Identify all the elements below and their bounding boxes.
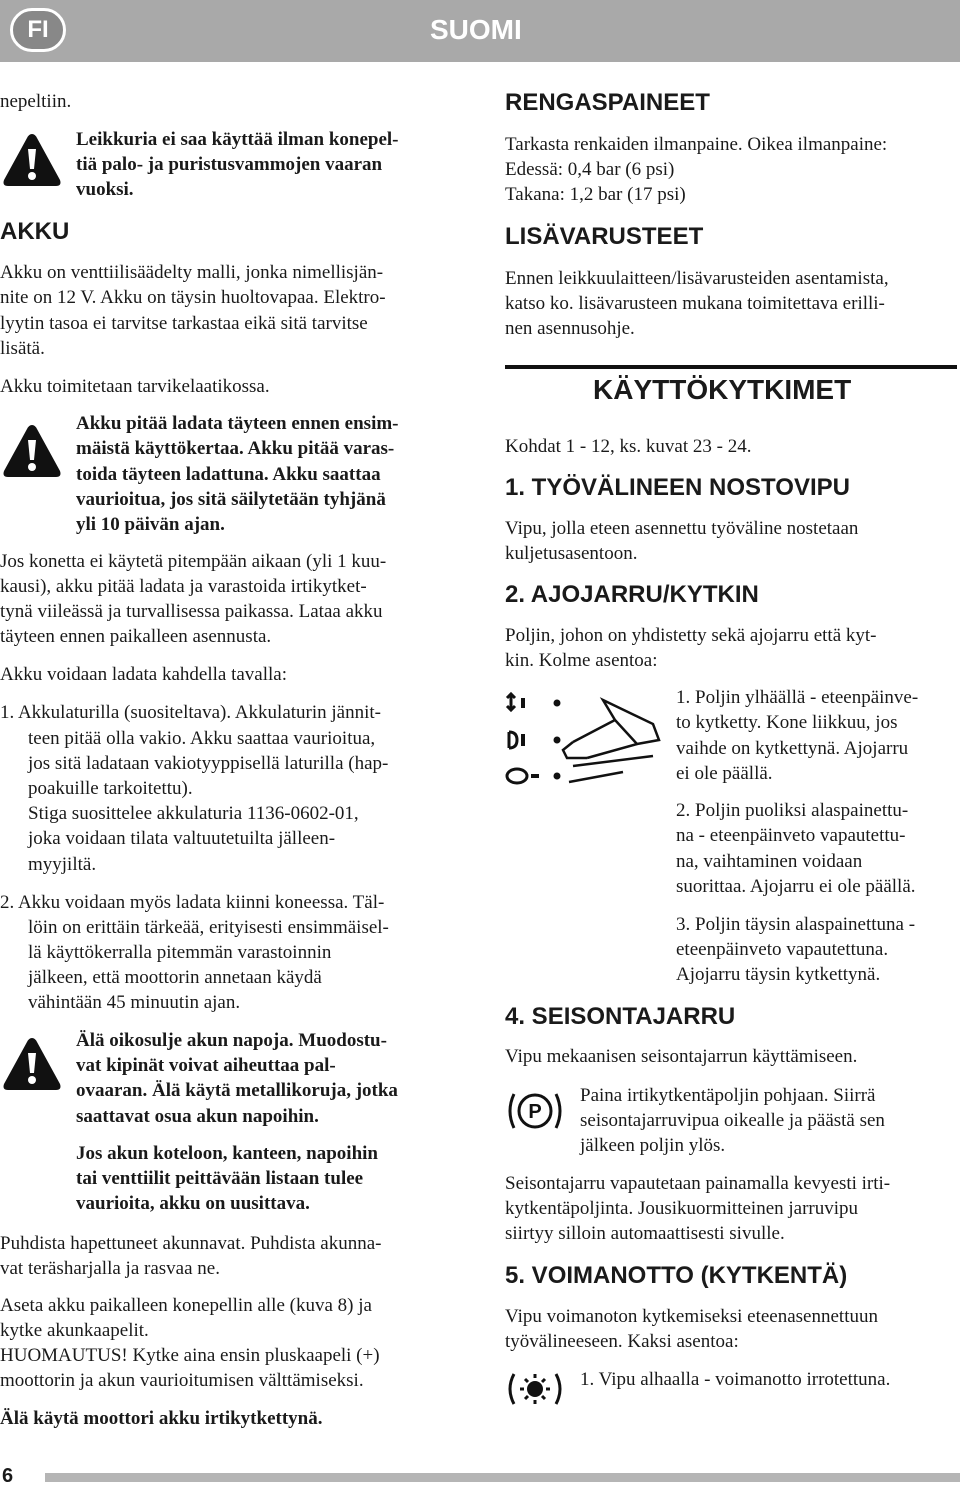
text-line: moottorin ja akun vaurioitumisen välttämiseksi. — [0, 1370, 364, 1391]
section-heading-kayttokytkimet: KÄYTTÖKYTKIMET — [593, 374, 852, 405]
text-line: nen asennusohje. — [505, 318, 635, 339]
section-heading-akku: AKKU — [0, 218, 70, 245]
pedal-position-text: ei ole päällä. — [676, 763, 773, 784]
text-line: Vipu voimanoton kytkemiseksi eteenasennettuun — [505, 1306, 878, 1327]
text-line: Akku voidaan ladata kahdella tavalla: — [0, 664, 287, 685]
warning-text: Akku pitää ladata täyteen ennen ensim- — [76, 413, 399, 434]
warning-text: yli 10 päivän ajan. — [76, 514, 225, 535]
warning-text: vuoksi. — [76, 179, 134, 200]
text-line: kytke akunkaapelit. — [0, 1320, 149, 1341]
warning-text: vat kipinät voivat aiheuttaa pal- — [76, 1055, 336, 1076]
warning-icon — [1, 131, 63, 189]
page-number: 6 — [2, 1465, 14, 1487]
pto-icon — [504, 1370, 566, 1408]
text-line: Ennen leikkuulaitteen/lisävarusteiden asentamista, — [505, 268, 889, 289]
warning-icon — [1, 1035, 63, 1093]
text-line: Tarkasta renkaiden ilmanpaine. Oikea ilmanpaine: — [505, 134, 888, 155]
text-line: HUOMAUTUS! Kytke aina ensin pluskaapeli (+) — [0, 1345, 380, 1366]
list-item-text: poakuille tarkoitettu). — [28, 778, 193, 799]
pedal-position-text: na - eteenpäinveto vapautettu- — [676, 825, 906, 846]
warning-text: Älä oikosulje akun napoja. Muodostu- — [76, 1030, 387, 1051]
list-item-text: 2. Akku voidaan myös ladata kiinni koneessa. Täl- — [0, 892, 385, 913]
text-line: 1. Vipu alhaalla - voimanotto irrotettuna. — [580, 1369, 891, 1390]
warning-text: Jos akun koteloon, kanteen, napoihin — [76, 1143, 378, 1164]
text-line: Kohdat 1 - 12, ks. kuvat 23 - 24. — [505, 436, 752, 457]
text-line: täyteen ennen paikalleen asennusta. — [0, 626, 272, 647]
warning-icon — [1, 422, 63, 480]
list-item-text: myyjiltä. — [28, 854, 97, 875]
warning-text: saattavat osua akun napoihin. — [76, 1106, 319, 1127]
warning-text: Leikkuria ei saa käyttää ilman konepel- — [76, 129, 399, 150]
subheading-seisontajarru: 4. SEISONTAJARRU — [505, 1003, 736, 1030]
pedal-position-text: suorittaa. Ajojarru ei ole päällä. — [676, 876, 916, 897]
list-item-text: lä käyttökerralla pitemmän varastoinnin — [28, 942, 332, 963]
warning-text: tiä palo- ja puristusvammojen vaaran — [76, 154, 383, 175]
text-line: Vipu mekaanisen seisontajarrun käyttämiseen. — [505, 1046, 858, 1067]
section-heading-lisavarusteet: LISÄVARUSTEET — [505, 223, 704, 250]
list-item-text: Stiga suosittelee akkulaturia 1136-0602-01, — [28, 803, 359, 824]
text-line: Jos konetta ei käytetä pitempään aikaan (yli 1 kuu- — [0, 551, 387, 572]
pedal-position-text: eteenpäinveto vapautettuna. — [676, 939, 889, 960]
list-item-text: 1. Akkulaturilla (suositeltava). Akkulaturin jännit- — [0, 702, 381, 723]
text-line: työvälineeseen. Kaksi asentoa: — [505, 1331, 739, 1352]
bold-note: Älä käytä moottori akku irtikytkettynä. — [0, 1408, 323, 1429]
text-line: katso ko. lisävarusteen mukana toimitettava erilli- — [505, 293, 885, 314]
list-item-text: joka voidaan tilata valtuutetuilta jälleen- — [28, 828, 336, 849]
text-line: Seisontajarru vapautetaan painamalla kevyesti irti- — [505, 1173, 891, 1194]
warning-text: vaurioita, akku on uusittava. — [76, 1193, 310, 1214]
list-item-text: teen pitää olla vakio. Akku saattaa vaurioitua, — [28, 728, 376, 749]
text-line: nite on 12 V. Akku on täysin huoltovapaa. Elektro- — [0, 287, 386, 308]
pedal-position-text: 3. Poljin täysin alaspainettuna - — [676, 914, 916, 935]
pedal-position-text: 1. Poljin ylhäällä - eteenpäinve- — [676, 687, 919, 708]
pedal-position-text: vaihde on kytkettynä. Ajojarru — [676, 738, 909, 759]
pedal-position-text: to kytketty. Kone liikkuu, jos — [676, 712, 898, 733]
warning-text: tai venttiilit peittävään listaan tulee — [76, 1168, 364, 1189]
text-line: tynä viileässä ja turvallisessa paikassa. Lataa akku — [0, 601, 383, 622]
text-line: Akku on venttiilisäädelty malli, jonka nimellisjän- — [0, 262, 384, 283]
section-rule — [505, 365, 957, 369]
subheading-ajojarru: 2. AJOJARRU/KYTKIN — [505, 581, 759, 608]
text-line: Takana: 1,2 bar (17 psi) — [505, 184, 686, 205]
language-badge: FI — [10, 8, 66, 52]
warning-text: toida täyteen ladattuna. Akku saattaa — [76, 464, 381, 485]
list-item-text: jälkeen, että moottorin annetaan käydä — [28, 967, 322, 988]
text-line: kuljetusasentoon. — [505, 543, 638, 564]
text-line: vat teräsharjalla ja rasvaa ne. — [0, 1258, 220, 1279]
text-line: jälkeen poljin ylös. — [580, 1135, 726, 1156]
text-line: Puhdista hapettuneet akunnavat. Puhdista akunna- — [0, 1233, 382, 1254]
warning-text: ovaaran. Älä käytä metallikoruja, jotka — [76, 1080, 398, 1101]
pedal-position-text: na, vaihtaminen voidaan — [676, 851, 863, 872]
text-line: kytkentäpoljinta. Jousikuormitteinen jarruvipu — [505, 1198, 859, 1219]
subheading-nostovipu: 1. TYÖVÄLINEEN NOSTOVIPU — [505, 474, 850, 501]
warning-text: vaurioitua, jos sitä säilytetään tyhjänä — [76, 489, 386, 510]
text-line: Edessä: 0,4 bar (6 psi) — [505, 159, 675, 180]
list-item-text: löin on erittäin tärkeää, erityisesti ensimmäisel- — [28, 917, 389, 938]
section-heading-rengaspaineet: RENGASPAINEET — [505, 89, 710, 116]
subheading-voimanotto: 5. VOIMANOTTO (KYTKENTÄ) — [505, 1262, 848, 1289]
text-line: Poljin, johon on yhdistetty sekä ajojarru että kyt- — [505, 625, 877, 646]
text-line: Aseta akku paikalleen konepellin alle (kuva 8) ja — [0, 1295, 372, 1316]
text-line: seisontajarruvipua oikealle ja päästä sen — [580, 1110, 885, 1131]
pedal-position-text: Ajojarru täysin kytkettynä. — [676, 964, 881, 985]
list-item-text: vähintään 45 minuutin ajan. — [28, 992, 241, 1013]
language-title: SUOMI — [430, 14, 522, 45]
list-item-text: jos sitä ladataan vakiotyyppisellä laturilla (hap- — [28, 753, 389, 774]
text-line: Vipu, jolla eteen asennettu työväline nostetaan — [505, 518, 859, 539]
paragraph-continued: nepeltiin. — [0, 91, 72, 112]
text-line: Akku toimitetaan tarvikelaatikossa. — [0, 376, 270, 397]
text-line: Paina irtikytkentäpoljin pohjaan. Siirrä — [580, 1085, 876, 1106]
pedal-position-text: 2. Poljin puoliksi alaspainettu- — [676, 800, 909, 821]
warning-text: mäistä käyttökertaa. Akku pitää varas- — [76, 438, 395, 459]
pedal-positions-illustration — [503, 686, 663, 806]
text-line: lisätä. — [0, 338, 45, 359]
parking-symbol-letter: P — [528, 1101, 542, 1123]
footer-bar — [45, 1473, 960, 1482]
text-line: kin. Kolme asentoa: — [505, 650, 658, 671]
parking-brake-icon — [504, 1088, 566, 1134]
text-line: kausi), akku pitää ladata ja varastoida irtikytket- — [0, 576, 367, 597]
text-line: lyytin tasoa ei tarvitse tarkastaa eikä sitä tarvitse — [0, 313, 368, 334]
text-line: siirtyy silloin automaattisesti sivulle. — [505, 1223, 785, 1244]
